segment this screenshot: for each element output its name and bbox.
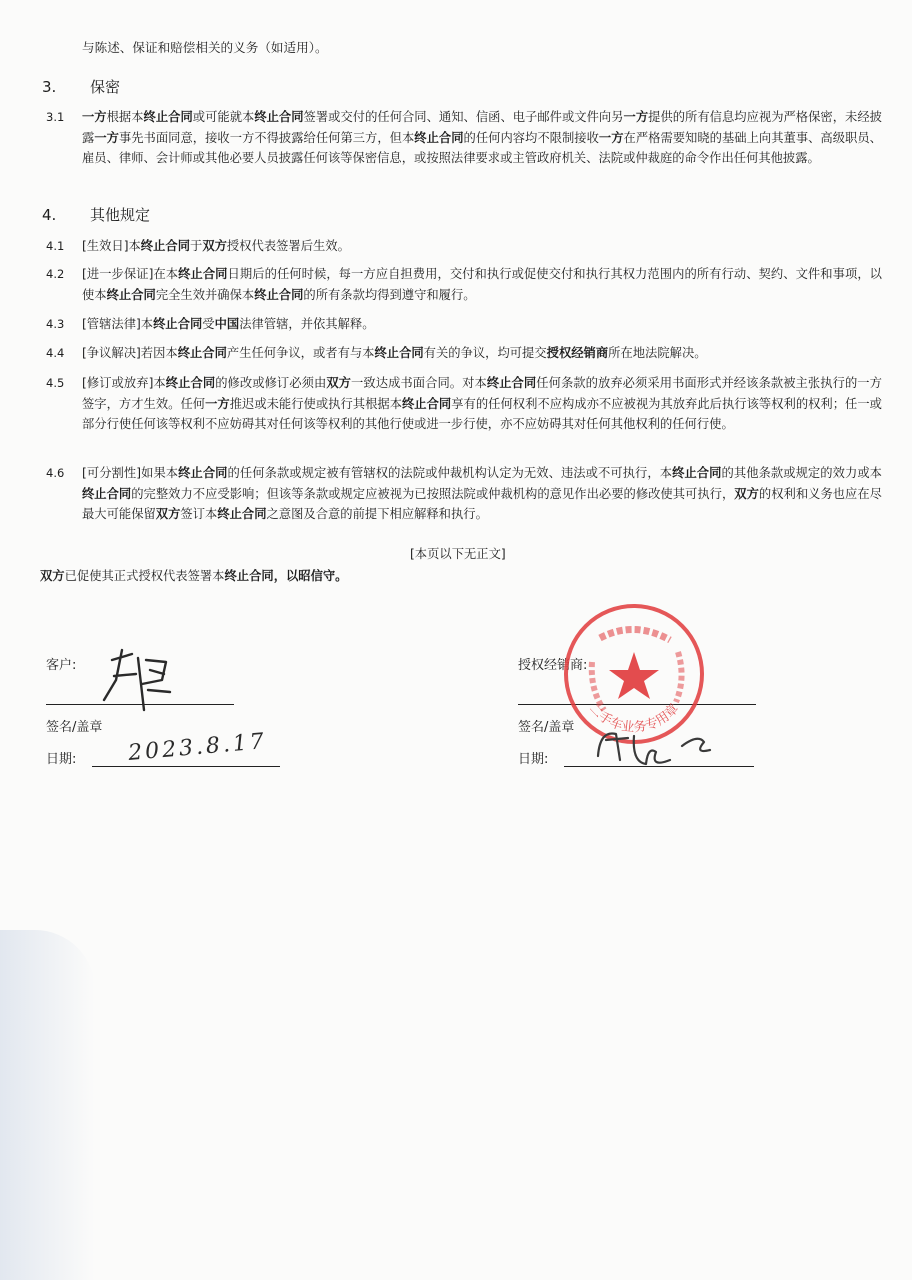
clause-4-6 <box>46 463 882 525</box>
clause-text <box>82 107 882 169</box>
text-run: 完全生效并确保本 <box>155 287 255 302</box>
text-run: 于 <box>190 239 203 253</box>
text-run: 日期后的任何时候，每一方应自担费用，交付和执行或促使交付和执行其权力范围内的所有行动、契约、文件和事项，以使本 <box>82 267 882 302</box>
section-3-heading <box>42 76 120 98</box>
clause-number: 4.6 <box>46 466 65 480</box>
bold-term: 终止合同 <box>402 396 452 411</box>
clause-3-1 <box>46 107 882 169</box>
text-run: 的所有条款均得到遵守和履行。 <box>303 287 476 302</box>
text-run: 提供的所有信息均应视为严格保密，未经披露 <box>82 110 882 145</box>
text-run: 产生任何争议，或者有与本 <box>226 346 375 360</box>
seal-bottom-text: 二手车业务专用章 <box>585 701 683 736</box>
text-run: [进一步保证]在本 <box>82 267 179 281</box>
customer-label: 客户: <box>46 658 77 673</box>
clause-number: 4.2 <box>46 267 65 281</box>
clause-4-5 <box>46 373 882 435</box>
text-run: [争议解决]若因本 <box>82 346 178 360</box>
dealer-label: 授权经销商: <box>518 658 588 673</box>
bold-term: 一方 <box>205 396 230 411</box>
clause-4-4 <box>46 343 882 364</box>
customer-handwritten-date: 2023.8.17 <box>127 728 268 767</box>
clause-text <box>82 264 882 305</box>
clause-4-1 <box>46 236 882 257</box>
bold-term: 一方 <box>94 130 119 145</box>
text-run: 的其他条款或规定的效力或本 <box>721 466 882 480</box>
bold-term: 终止合同 <box>140 239 190 253</box>
bold-term: 一方 <box>82 110 107 124</box>
section-4-heading <box>42 204 150 226</box>
text-run: 的修改或修订必须由 <box>215 376 327 390</box>
bold-term: 终止合同 <box>224 569 274 583</box>
text-run: [管辖法律]本 <box>82 317 154 331</box>
dealer-sign-label: 签名/盖章 <box>518 720 575 735</box>
text-run: 的任何内容均不限制接收 <box>463 130 599 145</box>
clause-number: 3.1 <box>46 110 65 124</box>
scan-shadow <box>0 930 95 1280</box>
text-run: 所在地法院解决。 <box>608 346 707 360</box>
text-run: 推迟或未能行使或执行其根据本 <box>229 396 402 411</box>
clause-text <box>82 236 882 257</box>
clause-text <box>82 343 882 364</box>
text-run: 法律管辖，并依其解释。 <box>239 317 375 331</box>
dealer-signature-scribble <box>586 716 726 776</box>
text-run: 的任何条款或规定被有管辖权的法院或仲裁机构认定为无效、违法或不可执行，本 <box>227 466 673 480</box>
section-title: 保密 <box>90 78 121 96</box>
section-number: 4. <box>42 206 57 224</box>
bold-term: 终止合同 <box>178 466 228 480</box>
clause-number: 4.1 <box>46 239 65 253</box>
customer-signature-scribble <box>92 640 182 720</box>
text-run: 授权代表签署后生效。 <box>226 239 350 253</box>
text-run: 已促使其正式授权代表签署本 <box>64 569 225 583</box>
bold-term: 一方 <box>623 110 649 124</box>
clause-4-2 <box>46 264 882 305</box>
clause-4-3 <box>46 314 882 335</box>
bold-term: 终止合同 <box>217 507 267 521</box>
text-run: 或可能就本 <box>192 110 255 124</box>
clause-text <box>82 373 882 435</box>
customer-date-label: 日期: <box>46 752 77 767</box>
bold-term: 终止合同 <box>177 346 227 360</box>
text-run: 签订本 <box>180 507 218 521</box>
section-title: 其他规定 <box>90 206 151 224</box>
clause-number: 4.4 <box>46 346 65 360</box>
text-run: 享有的任何权利不应构成亦不应被视为其放弃此后执行该等权利的权利；任一或部分行使任何该等权利不应妨碍其对任何该等权利的其他行使或进一步行使，亦不应妨碍其对任何其他权利的任何行使。 <box>82 396 882 431</box>
bold-term: ，以昭信守。 <box>273 569 348 583</box>
bold-term: 终止合同 <box>374 346 424 360</box>
bold-term: 终止合同 <box>414 130 464 145</box>
bold-term: 终止合同 <box>153 317 203 331</box>
clause-text <box>82 314 882 335</box>
text-run: 根据本 <box>106 110 144 124</box>
bold-term: 终止合同 <box>178 267 228 281</box>
dealer-date-label: 日期: <box>518 752 549 767</box>
witness-statement <box>40 566 347 584</box>
text-run: 的完整效力不应受影响；但该等条款或规定应被视为已按照法院或仲裁机构的意见作出必要的修改使其可执行， <box>131 486 735 501</box>
clause-number: 4.5 <box>46 376 65 390</box>
bold-term: 终止合同 <box>254 110 304 124</box>
text-run: 的权利和义务也应在尽最大可能保留 <box>82 486 882 521</box>
text-run: 之意图及合意的前提下相应解释和执行。 <box>266 507 488 521</box>
text-run: [生效日]本 <box>82 239 141 253</box>
customer-date-line <box>92 766 280 767</box>
bold-term: 终止合同 <box>143 110 193 124</box>
text-run: 有关的争议，均可提交 <box>423 346 547 360</box>
bold-term: 双方 <box>326 376 352 390</box>
text-run: 任何条款的放弃必须采用书面形式并经该条款被主张执行的一方签字，方才生效。任何 <box>82 376 882 411</box>
text-run: 签署或交付的任何合同、通知、信函、电子邮件或文件向另 <box>303 110 624 124</box>
carry-over-line: 与陈述、保证和赔偿相关的义务（如适用）。 <box>82 40 328 55</box>
clause-text <box>82 463 882 525</box>
bold-term: 双方 <box>40 569 65 583</box>
bold-term: 终止合同 <box>254 287 304 302</box>
bold-term: 中国 <box>214 317 240 331</box>
text-run: 在严格需要知晓的基础上向其董事、高级职员、雇员、律师、会计师或其他必要人员披露任何该等保密信息，或按照法律要求或主管政府机关、法院或仲裁庭的命令作出任何其他披露。 <box>82 130 882 165</box>
bold-term: 双方 <box>734 486 759 501</box>
text-run: [可分割性]如果本 <box>82 466 179 480</box>
text-run: 受 <box>202 317 215 331</box>
bold-term: 双方 <box>202 239 227 253</box>
clause-number: 4.3 <box>46 317 65 331</box>
bold-term: 终止合同 <box>165 376 216 390</box>
section-number: 3. <box>42 78 57 96</box>
bold-term: 授权经销商 <box>546 346 609 360</box>
bold-term: 双方 <box>155 507 181 521</box>
bold-term: 一方 <box>598 130 624 145</box>
bold-term: 终止合同 <box>486 376 537 390</box>
text-run: [修订或放弃]本 <box>82 376 166 390</box>
customer-sign-label: 签名/盖章 <box>46 720 103 735</box>
bold-term: 终止合同 <box>672 466 722 480</box>
bold-term: 终止合同 <box>106 287 156 302</box>
text-run: 事先书面同意，接收一方不得披露给任何第三方，但本 <box>118 130 415 145</box>
no-body-note: [本页以下无正文] <box>410 547 506 561</box>
text-run: 一致达成书面合同。对本 <box>351 376 487 390</box>
bold-term: 终止合同 <box>82 486 132 501</box>
